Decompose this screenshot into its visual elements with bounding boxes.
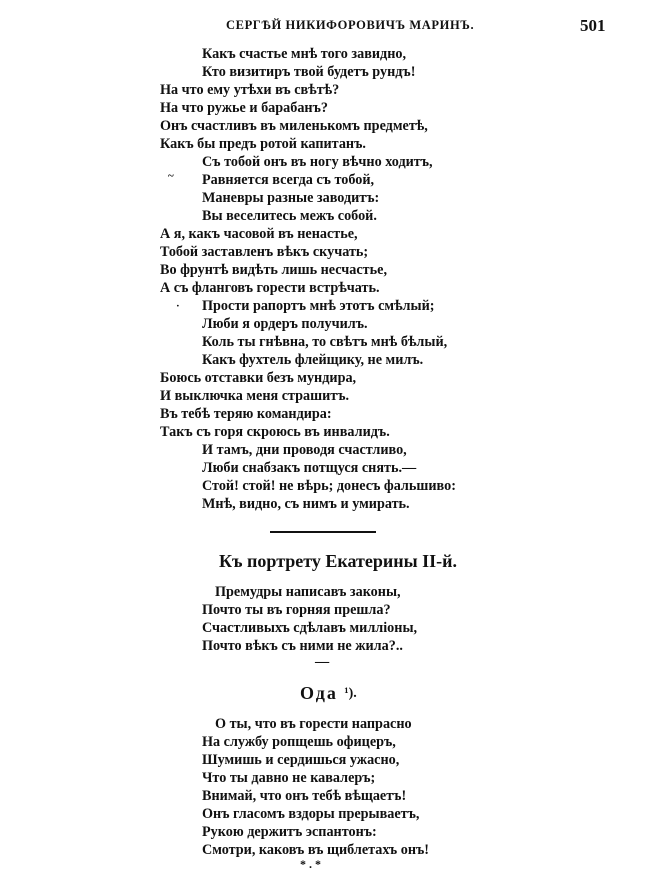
poem-line: Вы веселитесь межъ собой. — [202, 208, 377, 224]
poem-line: Маневры разные заводитъ: — [202, 190, 380, 206]
poem-line: Онъ гласомъ вздоры прерываетъ, — [202, 806, 420, 822]
poem-line: Равняется всегда съ тобой, — [202, 172, 375, 188]
poem-line: На службу ропщешь офицеръ, — [202, 734, 396, 750]
poem-line: Боюсь отставки безъ мундира, — [160, 370, 357, 386]
page-number: 501 — [580, 16, 606, 35]
poem-line: Въ тебѣ теряю командира: — [160, 406, 332, 422]
poem-line: Рукою держитъ эспантонъ: — [202, 824, 377, 840]
poem-line: Кто визитиръ твой будетъ рундъ! — [202, 64, 416, 80]
poem-line: Что ты давно не кавалеръ; — [202, 770, 376, 786]
poem-line: Онъ счастливъ въ миленькомъ предметѣ, — [160, 118, 428, 134]
poem-line: Во фрунтѣ видѣть лишь несчастье, — [160, 262, 387, 278]
poem-line: Такъ съ горя скроюсь въ инвалидъ. — [160, 424, 390, 440]
poem-line: Внимай, что онъ тебѣ вѣщаетъ! — [202, 788, 407, 804]
poem-2-title: Къ портрету Екатерины II-й. — [219, 551, 458, 571]
poem-line: Мнѣ, видно, съ нимъ и умирать. — [202, 496, 410, 512]
poem-line: А я, какъ часовой въ ненастье, — [160, 226, 358, 242]
poem-3-title-text: Ода — [300, 683, 338, 703]
page-header — [0, 18, 652, 38]
asterism: * . * — [300, 857, 321, 871]
footnote-mark: ¹). — [344, 686, 357, 701]
poem-line: Тобой заставленъ вѣкъ скучать; — [160, 244, 369, 260]
poem-line: Коль ты гнѣвна, то свѣтъ мнѣ бѣлый, — [202, 334, 448, 350]
poem-line: Премудры написавъ законы, — [215, 584, 401, 600]
poem-line: Люби снабзакъ потщуся снять.— — [202, 460, 417, 476]
section-divider — [270, 531, 376, 533]
print-speck: ~ — [168, 170, 174, 182]
poem-3-title — [300, 683, 357, 704]
short-dash: — — [315, 654, 330, 670]
poem-line: Почто вѣкъ съ ними не жила?.. — [202, 638, 403, 654]
poem-line: Стой! стой! не вѣрь; донесъ фальшиво: — [202, 478, 456, 494]
poem-line: И выключка меня страшитъ. — [160, 388, 350, 404]
poem-line: Какъ фухтель флейщику, не милъ. — [202, 352, 424, 368]
print-speck: · — [176, 300, 180, 312]
poem-line: И тамъ, дни проводя счастливо, — [202, 442, 407, 458]
poem-line: О ты, что въ горести напрасно — [215, 716, 412, 732]
poem-line: Шумишь и сердишься ужасно, — [202, 752, 400, 768]
running-head: СЕРГѢЙ НИКИФОРОВИЧЪ МАРИНЪ. — [226, 18, 475, 32]
poem-line: Люби я ордеръ получилъ. — [202, 316, 368, 332]
poem-line: Счастливыхъ сдѣлавъ милліоны, — [202, 620, 418, 636]
poem-line: Почто ты въ горняя прешла? — [202, 602, 391, 618]
poem-line: На что ружье и барабанъ? — [160, 100, 328, 116]
poem-line: Смотри, каковъ въ щиблетахъ онъ! — [202, 842, 429, 858]
poem-line: Прости рапортъ мнѣ этотъ смѣлый; — [202, 298, 435, 314]
poem-line: На что ему утѣхи въ свѣтѣ? — [160, 82, 340, 98]
poem-line: А съ фланговъ горести встрѣчать. — [160, 280, 380, 296]
poem-line: Съ тобой онъ въ ногу вѣчно ходитъ, — [202, 154, 433, 170]
poem-line: Какъ счастье мнѣ того завидно, — [202, 46, 407, 62]
poem-line: Какъ бы предъ ротой капитанъ. — [160, 136, 366, 152]
